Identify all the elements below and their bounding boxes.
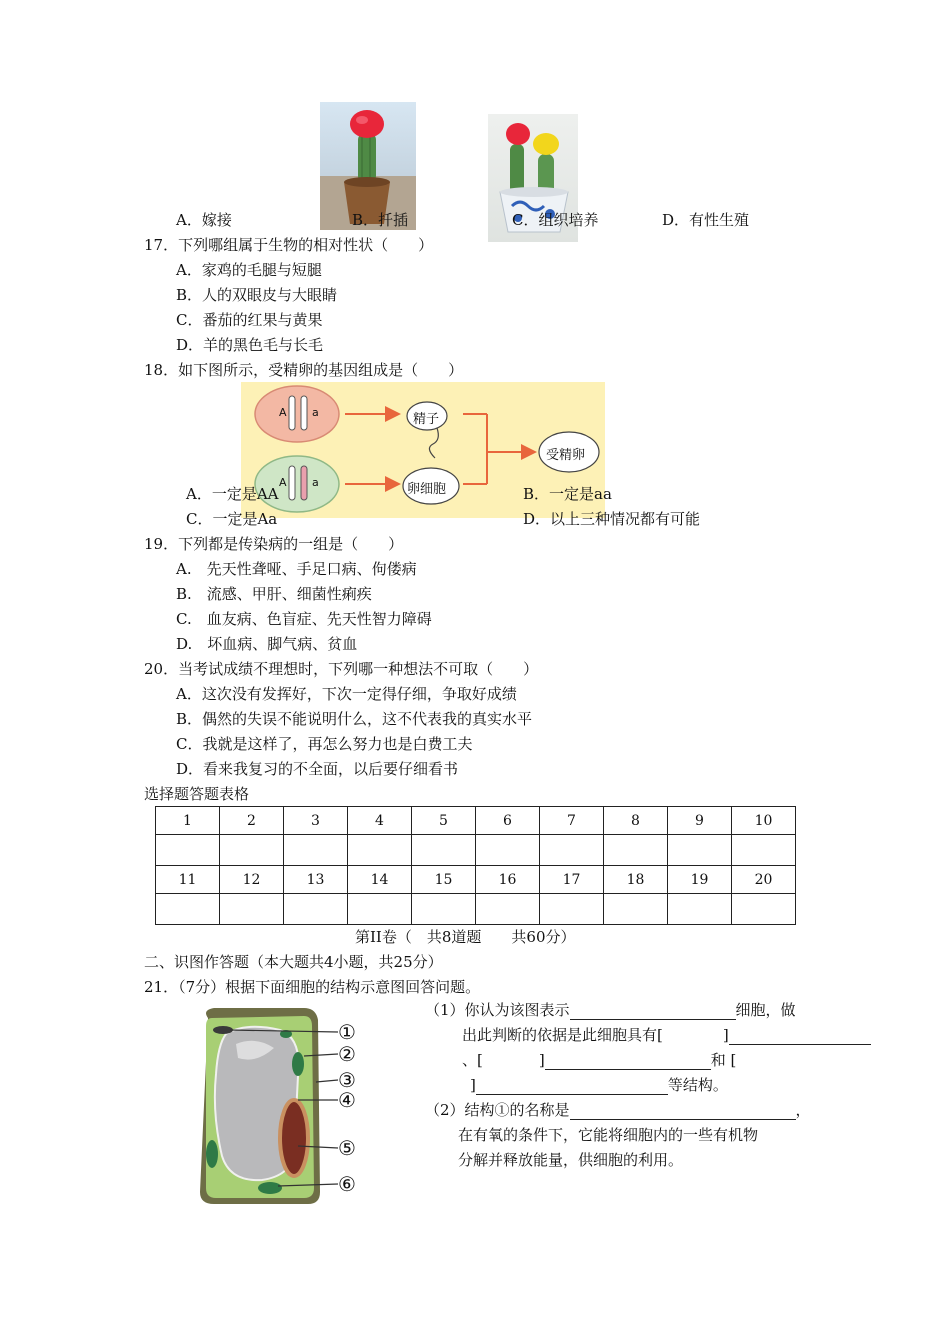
answer-number-cell: 15	[412, 866, 476, 894]
q17-option-d: D．羊的黑色毛与长毛	[176, 336, 324, 354]
blank-structure-1[interactable]	[729, 1028, 871, 1045]
q19-option-c: C. 血友病、色盲症、先天性智力障碍	[176, 610, 432, 628]
q21-part1-line4	[470, 1075, 728, 1095]
blank-structure-3[interactable]	[476, 1078, 668, 1095]
answer-number-cell: 18	[604, 866, 668, 894]
answer-cell[interactable]	[476, 894, 540, 925]
q16-option-d: D．有性生殖	[662, 211, 750, 229]
q21-p1-i: 等结构。	[667, 1076, 728, 1094]
q20-option-c: C．我就是这样了，再怎么努力也是白费工夫	[176, 735, 473, 753]
q21-p2-b: ，	[795, 1101, 811, 1119]
q21-part1-line1	[425, 1000, 796, 1020]
answer-table-title: 选择题答题表格	[144, 785, 250, 803]
answer-number-cell: 1	[156, 807, 220, 835]
answer-cell[interactable]	[604, 894, 668, 925]
q21-p1-b: 细胞，做	[735, 1001, 796, 1019]
answer-cell[interactable]	[732, 835, 796, 866]
answer-number-cell: 6	[476, 807, 540, 835]
answer-number-cell: 13	[284, 866, 348, 894]
q21-p1-a: （1）你认为该图表示	[425, 1001, 570, 1019]
answer-number-cell: 16	[476, 866, 540, 894]
q17-option-b: B．人的双眼皮与大眼睛	[176, 286, 338, 304]
answer-number-cell: 11	[156, 866, 220, 894]
cell-label-1: ①	[338, 1020, 356, 1044]
answer-cell[interactable]	[476, 835, 540, 866]
q19-stem: 19．下列都是传染病的一组是（ ）	[144, 535, 404, 553]
answer-cell[interactable]	[412, 894, 476, 925]
allele-label-a-bottom: a	[312, 476, 319, 489]
part2-title: 第II卷（ 共8道题 共60分）	[355, 928, 576, 946]
answer-table-blank-row-2	[156, 894, 796, 925]
blank-cell-type[interactable]	[570, 1003, 736, 1020]
answer-cell[interactable]	[668, 835, 732, 866]
answer-table-blank-row-1	[156, 835, 796, 866]
q16-option-a: A．嫁接	[176, 211, 232, 229]
plant-cell-diagram	[186, 1004, 366, 1210]
blank-structure-name[interactable]	[570, 1103, 796, 1120]
q21-p1-g: 和 [	[710, 1051, 737, 1069]
cell-label-5: ⑤	[338, 1136, 356, 1160]
q21-part2-line3: 分解并释放能量，供细胞的利用。	[458, 1151, 684, 1169]
q18-stem: 18．如下图所示，受精卵的基因组成是（ ）	[144, 361, 464, 379]
answer-cell[interactable]	[220, 894, 284, 925]
q16-option-c: C．组织培养	[512, 211, 599, 229]
answer-number-cell: 5	[412, 807, 476, 835]
answer-number-cell: 7	[540, 807, 604, 835]
answer-number-cell: 19	[668, 866, 732, 894]
q17-option-c: C．番茄的红果与黄果	[176, 311, 323, 329]
q19-option-d: D. 坏血病、脚气病、贫血	[176, 635, 358, 653]
cell-label-3: ③	[338, 1068, 356, 1092]
sperm-label: 精子	[413, 412, 440, 427]
q18-option-a: A．一定是AA	[186, 485, 279, 503]
cell-label-6: ⑥	[338, 1172, 356, 1196]
answer-number-cell: 9	[668, 807, 732, 835]
q21-p1-h: ]	[470, 1076, 476, 1094]
q20-option-b: B．偶然的失误不能说明什么，这不代表我的真实水平	[176, 710, 533, 728]
answer-cell[interactable]	[668, 894, 732, 925]
q18-option-c: C．一定是Aa	[186, 510, 278, 528]
answer-cell[interactable]	[284, 894, 348, 925]
allele-label-A-bottom: A	[279, 476, 287, 489]
answer-number-cell: 12	[220, 866, 284, 894]
answer-number-cell: 17	[540, 866, 604, 894]
answer-table-header-row-1	[156, 807, 796, 835]
answer-cell[interactable]	[156, 835, 220, 866]
answer-number-cell: 8	[604, 807, 668, 835]
q21-part2-line2: 在有氧的条件下，它能将细胞内的一些有机物	[458, 1126, 759, 1144]
answer-number-cell: 2	[220, 807, 284, 835]
q20-stem: 20．当考试成绩不理想时，下列哪一种想法不可取（ ）	[144, 660, 539, 678]
q16-option-b: B．扦插	[352, 211, 409, 229]
answer-number-cell: 10	[732, 807, 796, 835]
answer-number-cell: 14	[348, 866, 412, 894]
answer-number-cell: 3	[284, 807, 348, 835]
q19-option-b: B. 流感、甲肝、细菌性痢疾	[176, 585, 372, 603]
answer-cell[interactable]	[284, 835, 348, 866]
answer-table	[155, 806, 796, 925]
cell-label-4: ④	[338, 1088, 356, 1112]
blank-structure-2[interactable]	[545, 1053, 711, 1070]
allele-label-a-top: a	[312, 406, 319, 419]
q21-p1-e: 、[	[462, 1051, 483, 1069]
q18-option-d: D．以上三种情况都有可能	[523, 510, 701, 528]
answer-cell[interactable]	[412, 835, 476, 866]
answer-cell[interactable]	[604, 835, 668, 866]
egg-cell-label: 卵细胞	[407, 482, 447, 497]
answer-cell[interactable]	[348, 835, 412, 866]
answer-number-cell: 20	[732, 866, 796, 894]
answer-cell[interactable]	[156, 894, 220, 925]
zygote-label: 受精卵	[546, 448, 586, 463]
answer-cell[interactable]	[220, 835, 284, 866]
q18-option-b: B．一定是aa	[523, 485, 612, 503]
q21-p1-d: ]	[722, 1026, 729, 1044]
q21-part1-line2	[462, 1025, 871, 1045]
q21-stem: 21．（7分）根据下面细胞的结构示意图回答问题。	[144, 978, 481, 996]
q21-p1-c: 出此判断的依据是此细胞具有[	[462, 1026, 663, 1044]
q21-p2-a: （2）结构①的名称是	[425, 1101, 570, 1119]
answer-cell[interactable]	[540, 894, 604, 925]
answer-number-cell: 4	[348, 807, 412, 835]
answer-cell[interactable]	[348, 894, 412, 925]
q20-option-a: A．这次没有发挥好，下次一定得仔细，争取好成绩	[176, 685, 517, 703]
q17-stem: 17．下列哪组属于生物的相对性状（ ）	[144, 236, 434, 254]
q17-option-a: A．家鸡的毛腿与短腿	[176, 261, 322, 279]
q21-part2-line1	[425, 1100, 811, 1120]
answer-table-header-row-2	[156, 866, 796, 894]
q21-p1-f: ]	[538, 1051, 545, 1069]
cell-label-2: ②	[338, 1042, 356, 1066]
section-heading: 二、识图作答题（本大题共4小题，共25分）	[144, 953, 443, 971]
q19-option-a: A. 先天性聋哑、手足口病、佝偻病	[176, 560, 417, 578]
q20-option-d: D．看来我复习的不全面，以后要仔细看书	[176, 760, 459, 778]
q21-part1-line3	[462, 1050, 736, 1070]
answer-cell[interactable]	[732, 894, 796, 925]
answer-cell[interactable]	[540, 835, 604, 866]
allele-label-A-top: A	[279, 406, 287, 419]
